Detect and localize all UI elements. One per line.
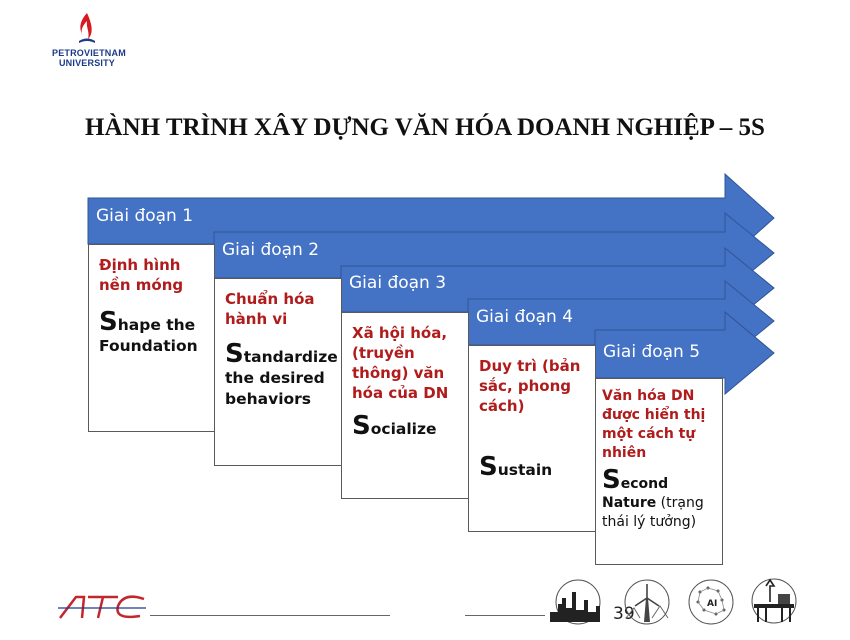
stage-initial-5: S: [602, 465, 621, 495]
stage-box-2: [214, 278, 342, 466]
oil-refinery-icon: [548, 578, 608, 626]
stage-box-5: [595, 378, 723, 565]
stage-rest-3: ocialize: [370, 420, 437, 438]
stage-vietnamese-2: Chuẩn hóa hành vi: [225, 290, 315, 328]
stage-initial-4: S: [479, 452, 498, 482]
stage-english-1: [99, 309, 206, 357]
footer-line-left: [150, 615, 390, 616]
stage-rest-1: hape the Foundation: [99, 316, 198, 355]
page-number: 39: [613, 604, 635, 624]
stage-box-4: [468, 345, 596, 532]
stage-rest-5: econd Nature: [602, 476, 669, 511]
logo-line1: PETROVIETNAM: [52, 48, 126, 58]
stage-label-1: Giai đoạn 1: [96, 206, 194, 226]
atc-logo: [58, 594, 148, 624]
stage-label-2: Giai đoạn 2: [222, 240, 320, 260]
atc-logo-icon: [58, 594, 148, 620]
stage-initial-1: S: [99, 307, 118, 337]
stage-vietnamese-4: Duy trì (bản sắc, phong cách): [479, 357, 581, 415]
stage-english-4: [479, 454, 587, 481]
wind-turbine-icon: [622, 578, 672, 626]
stage-label-3: Giai đoạn 3: [349, 273, 447, 293]
stage-english-5: [602, 467, 716, 532]
footer-line-right: [465, 615, 545, 616]
stage-rest-normal-5: (trạng thái lý tưởng): [602, 495, 704, 530]
ai-network-icon: [686, 578, 736, 626]
stage-rest-2: tandardize the desired behaviors: [225, 348, 338, 408]
stage-english-2: [225, 339, 338, 410]
stage-initial-2: S: [225, 339, 244, 369]
stage-vietnamese-3: Xã hội hóa, (truyền thông) văn hóa của DN: [352, 324, 449, 402]
stage-initial-3: S: [352, 411, 371, 441]
stage-english-3: [352, 413, 460, 440]
stage-box-1: [88, 244, 215, 432]
stage-label-4: Giai đoạn 4: [476, 307, 574, 327]
logo-line2: UNIVERSITY: [58, 58, 115, 68]
stage-vietnamese-1: Định hình nền móng: [99, 256, 184, 294]
stage-vietnamese-5: Văn hóa DN được hiển thị một cách tự nhiên: [602, 388, 706, 461]
page-title: HÀNH TRÌNH XÂY DỰNG VĂN HÓA DOANH NGHIỆP – 5S: [85, 114, 765, 141]
ai-label: AI: [707, 599, 718, 609]
stage-label-5: Giai đoạn 5: [603, 342, 701, 362]
stage-rest-4: ustain: [497, 461, 553, 479]
stage-box-3: [341, 312, 469, 499]
oil-rig-icon: [748, 576, 800, 626]
